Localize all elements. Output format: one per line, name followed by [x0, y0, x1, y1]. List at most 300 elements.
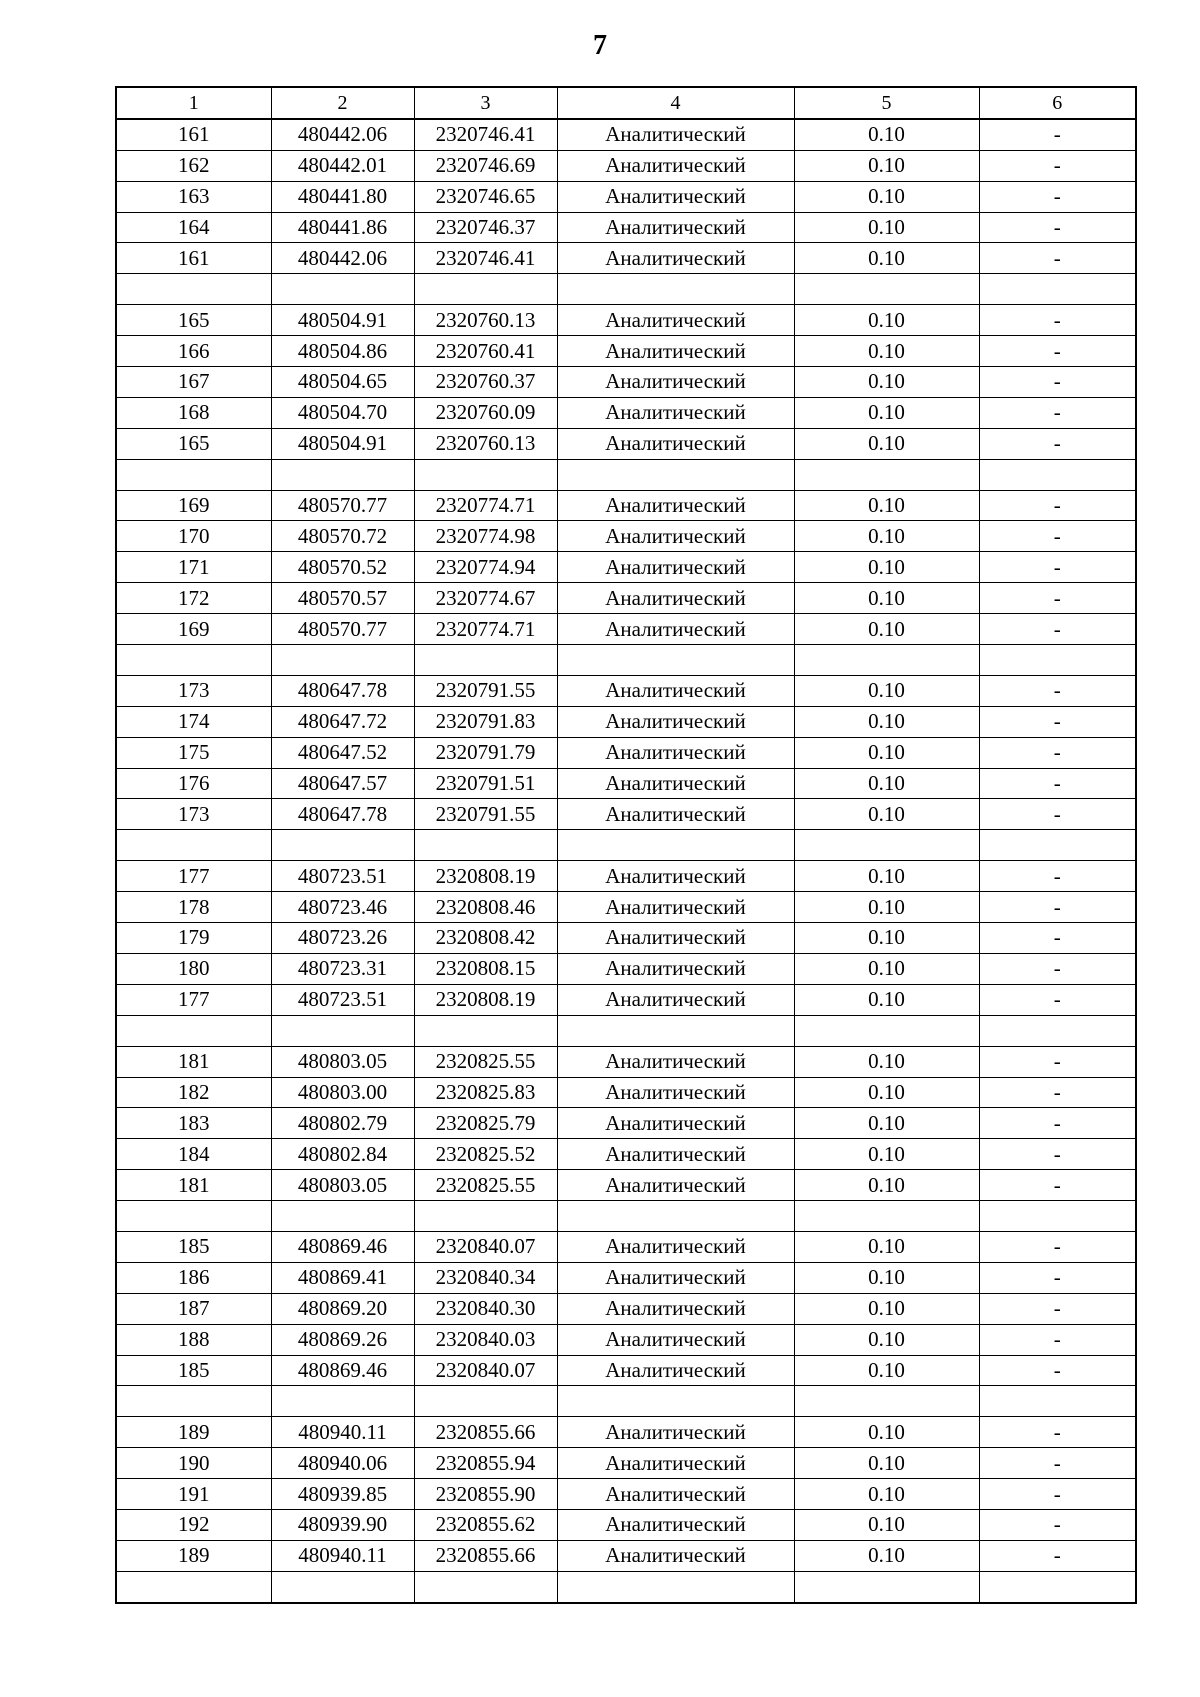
point-number-cell: 171	[116, 552, 271, 583]
x-coordinate-cell: 480723.51	[271, 861, 414, 892]
table-row	[116, 428, 1136, 459]
accuracy-cell: 0.10	[794, 1293, 979, 1324]
x-coordinate-cell: 480504.70	[271, 397, 414, 428]
accuracy-cell: 0.10	[794, 923, 979, 954]
table-row	[116, 1540, 1136, 1571]
method-cell: Аналитический	[557, 552, 794, 583]
table-row	[116, 1015, 1136, 1046]
table-row	[116, 1324, 1136, 1355]
x-coordinate-cell: 480442.06	[271, 243, 414, 274]
accuracy-cell: 0.10	[794, 1262, 979, 1293]
x-coordinate-cell: 480803.05	[271, 1046, 414, 1077]
table-header-row	[116, 87, 1136, 119]
accuracy-cell: 0.10	[794, 490, 979, 521]
method-cell	[557, 1201, 794, 1232]
y-coordinate-cell: 2320791.79	[414, 737, 557, 768]
y-coordinate-cell	[414, 1386, 557, 1417]
table-row	[116, 892, 1136, 923]
y-coordinate-cell: 2320791.55	[414, 675, 557, 706]
table-row	[116, 799, 1136, 830]
y-coordinate-cell: 2320808.19	[414, 984, 557, 1015]
x-coordinate-cell: 480940.11	[271, 1417, 414, 1448]
y-coordinate-cell	[414, 274, 557, 305]
accuracy-cell: 0.10	[794, 1509, 979, 1540]
table-row	[116, 305, 1136, 336]
point-number-cell: 178	[116, 892, 271, 923]
point-number-cell	[116, 1386, 271, 1417]
method-cell: Аналитический	[557, 892, 794, 923]
note-cell: -	[979, 614, 1136, 645]
method-cell: Аналитический	[557, 583, 794, 614]
note-cell: -	[979, 428, 1136, 459]
y-coordinate-cell: 2320808.42	[414, 923, 557, 954]
y-coordinate-cell: 2320760.09	[414, 397, 557, 428]
point-number-cell: 162	[116, 150, 271, 181]
method-cell: Аналитический	[557, 397, 794, 428]
x-coordinate-cell: 480570.77	[271, 490, 414, 521]
x-coordinate-cell	[271, 645, 414, 676]
y-coordinate-cell: 2320855.66	[414, 1417, 557, 1448]
note-cell: -	[979, 243, 1136, 274]
note-cell	[979, 1015, 1136, 1046]
y-coordinate-cell: 2320746.69	[414, 150, 557, 181]
x-coordinate-cell: 480869.46	[271, 1355, 414, 1386]
table-row	[116, 1231, 1136, 1262]
point-number-cell: 180	[116, 953, 271, 984]
point-number-cell: 175	[116, 737, 271, 768]
method-cell: Аналитический	[557, 706, 794, 737]
point-number-cell: 182	[116, 1077, 271, 1108]
method-cell: Аналитический	[557, 336, 794, 367]
accuracy-cell	[794, 1201, 979, 1232]
table-row	[116, 367, 1136, 398]
method-cell: Аналитический	[557, 1293, 794, 1324]
note-cell: -	[979, 212, 1136, 243]
point-number-cell: 164	[116, 212, 271, 243]
accuracy-cell: 0.10	[794, 119, 979, 150]
accuracy-cell: 0.10	[794, 1077, 979, 1108]
x-coordinate-cell	[271, 1386, 414, 1417]
accuracy-cell	[794, 274, 979, 305]
point-number-cell: 188	[116, 1324, 271, 1355]
accuracy-cell: 0.10	[794, 305, 979, 336]
column-header: 3	[414, 87, 557, 119]
accuracy-cell	[794, 1386, 979, 1417]
y-coordinate-cell: 2320791.55	[414, 799, 557, 830]
accuracy-cell: 0.10	[794, 768, 979, 799]
table-row	[116, 1262, 1136, 1293]
point-number-cell: 161	[116, 243, 271, 274]
y-coordinate-cell: 2320840.07	[414, 1355, 557, 1386]
x-coordinate-cell: 480504.91	[271, 428, 414, 459]
accuracy-cell: 0.10	[794, 181, 979, 212]
method-cell: Аналитический	[557, 1509, 794, 1540]
note-cell: -	[979, 1170, 1136, 1201]
x-coordinate-cell: 480504.86	[271, 336, 414, 367]
note-cell: -	[979, 490, 1136, 521]
accuracy-cell: 0.10	[794, 1139, 979, 1170]
accuracy-cell: 0.10	[794, 521, 979, 552]
note-cell: -	[979, 1355, 1136, 1386]
note-cell	[979, 459, 1136, 490]
table-row	[116, 274, 1136, 305]
x-coordinate-cell: 480570.72	[271, 521, 414, 552]
x-coordinate-cell: 480647.72	[271, 706, 414, 737]
accuracy-cell: 0.10	[794, 428, 979, 459]
note-cell: -	[979, 799, 1136, 830]
x-coordinate-cell: 480723.26	[271, 923, 414, 954]
note-cell: -	[979, 1231, 1136, 1262]
table-row	[116, 1479, 1136, 1510]
point-number-cell: 186	[116, 1262, 271, 1293]
y-coordinate-cell	[414, 1201, 557, 1232]
table-row	[116, 953, 1136, 984]
point-number-cell: 169	[116, 614, 271, 645]
table-row	[116, 1046, 1136, 1077]
point-number-cell: 177	[116, 984, 271, 1015]
table-row	[116, 490, 1136, 521]
note-cell: -	[979, 119, 1136, 150]
point-number-cell: 189	[116, 1540, 271, 1571]
method-cell: Аналитический	[557, 212, 794, 243]
y-coordinate-cell: 2320825.79	[414, 1108, 557, 1139]
point-number-cell: 167	[116, 367, 271, 398]
table-row	[116, 1571, 1136, 1602]
point-number-cell: 185	[116, 1231, 271, 1262]
method-cell: Аналитический	[557, 1262, 794, 1293]
method-cell: Аналитический	[557, 1479, 794, 1510]
x-coordinate-cell: 480570.57	[271, 583, 414, 614]
accuracy-cell: 0.10	[794, 1417, 979, 1448]
note-cell: -	[979, 181, 1136, 212]
y-coordinate-cell: 2320760.41	[414, 336, 557, 367]
x-coordinate-cell: 480940.06	[271, 1448, 414, 1479]
y-coordinate-cell: 2320855.66	[414, 1540, 557, 1571]
accuracy-cell: 0.10	[794, 583, 979, 614]
accuracy-cell	[794, 1015, 979, 1046]
table-row	[116, 336, 1136, 367]
point-number-cell: 173	[116, 799, 271, 830]
column-header: 2	[271, 87, 414, 119]
note-cell: -	[979, 892, 1136, 923]
y-coordinate-cell: 2320760.37	[414, 367, 557, 398]
point-number-cell: 189	[116, 1417, 271, 1448]
method-cell: Аналитический	[557, 861, 794, 892]
table-row	[116, 1386, 1136, 1417]
method-cell: Аналитический	[557, 1540, 794, 1571]
x-coordinate-cell	[271, 274, 414, 305]
x-coordinate-cell: 480647.78	[271, 675, 414, 706]
accuracy-cell: 0.10	[794, 243, 979, 274]
table-row	[116, 768, 1136, 799]
point-number-cell: 192	[116, 1509, 271, 1540]
y-coordinate-cell: 2320825.52	[414, 1139, 557, 1170]
accuracy-cell: 0.10	[794, 1448, 979, 1479]
point-number-cell: 169	[116, 490, 271, 521]
x-coordinate-cell: 480723.51	[271, 984, 414, 1015]
method-cell: Аналитический	[557, 768, 794, 799]
table-row	[116, 830, 1136, 861]
accuracy-cell: 0.10	[794, 1540, 979, 1571]
table-row	[116, 984, 1136, 1015]
x-coordinate-cell: 480504.65	[271, 367, 414, 398]
x-coordinate-cell: 480803.00	[271, 1077, 414, 1108]
x-coordinate-cell: 480442.06	[271, 119, 414, 150]
y-coordinate-cell: 2320746.41	[414, 119, 557, 150]
y-coordinate-cell: 2320774.94	[414, 552, 557, 583]
table-row	[116, 583, 1136, 614]
method-cell: Аналитический	[557, 1170, 794, 1201]
x-coordinate-cell	[271, 1015, 414, 1046]
accuracy-cell	[794, 645, 979, 676]
accuracy-cell: 0.10	[794, 397, 979, 428]
method-cell: Аналитический	[557, 428, 794, 459]
note-cell: -	[979, 1262, 1136, 1293]
accuracy-cell: 0.10	[794, 1170, 979, 1201]
note-cell	[979, 1201, 1136, 1232]
point-number-cell	[116, 1015, 271, 1046]
table-row	[116, 181, 1136, 212]
method-cell	[557, 830, 794, 861]
method-cell: Аналитический	[557, 675, 794, 706]
x-coordinate-cell: 480723.31	[271, 953, 414, 984]
table-row	[116, 1417, 1136, 1448]
y-coordinate-cell: 2320774.98	[414, 521, 557, 552]
accuracy-cell: 0.10	[794, 984, 979, 1015]
note-cell: -	[979, 1046, 1136, 1077]
accuracy-cell: 0.10	[794, 614, 979, 645]
note-cell: -	[979, 675, 1136, 706]
point-number-cell: 183	[116, 1108, 271, 1139]
point-number-cell: 184	[116, 1139, 271, 1170]
point-number-cell: 163	[116, 181, 271, 212]
x-coordinate-cell: 480869.41	[271, 1262, 414, 1293]
note-cell: -	[979, 861, 1136, 892]
point-number-cell: 172	[116, 583, 271, 614]
column-header: 6	[979, 87, 1136, 119]
note-cell: -	[979, 1479, 1136, 1510]
accuracy-cell	[794, 459, 979, 490]
note-cell: -	[979, 768, 1136, 799]
y-coordinate-cell: 2320808.15	[414, 953, 557, 984]
point-number-cell: 185	[116, 1355, 271, 1386]
x-coordinate-cell: 480647.57	[271, 768, 414, 799]
point-number-cell: 174	[116, 706, 271, 737]
point-number-cell	[116, 274, 271, 305]
table-row	[116, 150, 1136, 181]
accuracy-cell: 0.10	[794, 1355, 979, 1386]
table-row	[116, 675, 1136, 706]
accuracy-cell: 0.10	[794, 552, 979, 583]
table-row	[116, 397, 1136, 428]
y-coordinate-cell: 2320791.83	[414, 706, 557, 737]
point-number-cell: 165	[116, 428, 271, 459]
x-coordinate-cell: 480647.52	[271, 737, 414, 768]
y-coordinate-cell: 2320825.55	[414, 1046, 557, 1077]
accuracy-cell: 0.10	[794, 367, 979, 398]
table-body	[116, 119, 1136, 1603]
y-coordinate-cell	[414, 1015, 557, 1046]
note-cell: -	[979, 1509, 1136, 1540]
accuracy-cell: 0.10	[794, 336, 979, 367]
method-cell: Аналитический	[557, 1231, 794, 1262]
y-coordinate-cell: 2320825.83	[414, 1077, 557, 1108]
note-cell: -	[979, 1448, 1136, 1479]
note-cell	[979, 1386, 1136, 1417]
accuracy-cell: 0.10	[794, 150, 979, 181]
method-cell: Аналитический	[557, 614, 794, 645]
point-number-cell: 181	[116, 1170, 271, 1201]
method-cell: Аналитический	[557, 1108, 794, 1139]
point-number-cell: 177	[116, 861, 271, 892]
note-cell: -	[979, 305, 1136, 336]
point-number-cell: 166	[116, 336, 271, 367]
column-header: 4	[557, 87, 794, 119]
note-cell: -	[979, 336, 1136, 367]
table-row	[116, 923, 1136, 954]
y-coordinate-cell: 2320855.62	[414, 1509, 557, 1540]
y-coordinate-cell	[414, 645, 557, 676]
method-cell	[557, 645, 794, 676]
table-row	[116, 614, 1136, 645]
method-cell: Аналитический	[557, 243, 794, 274]
table-row	[116, 1293, 1136, 1324]
method-cell: Аналитический	[557, 737, 794, 768]
note-cell: -	[979, 953, 1136, 984]
y-coordinate-cell: 2320840.03	[414, 1324, 557, 1355]
accuracy-cell: 0.10	[794, 1108, 979, 1139]
point-number-cell: 181	[116, 1046, 271, 1077]
method-cell	[557, 1386, 794, 1417]
method-cell: Аналитический	[557, 1448, 794, 1479]
method-cell: Аналитический	[557, 150, 794, 181]
note-cell: -	[979, 1324, 1136, 1355]
x-coordinate-cell	[271, 1201, 414, 1232]
table-row	[116, 1448, 1136, 1479]
x-coordinate-cell: 480441.86	[271, 212, 414, 243]
y-coordinate-cell: 2320808.19	[414, 861, 557, 892]
table-row	[116, 212, 1136, 243]
y-coordinate-cell: 2320746.37	[414, 212, 557, 243]
table-row	[116, 1355, 1136, 1386]
note-cell: -	[979, 984, 1136, 1015]
method-cell: Аналитический	[557, 984, 794, 1015]
note-cell: -	[979, 552, 1136, 583]
x-coordinate-cell: 480647.78	[271, 799, 414, 830]
accuracy-cell: 0.10	[794, 1046, 979, 1077]
x-coordinate-cell: 480504.91	[271, 305, 414, 336]
table-row	[116, 243, 1136, 274]
accuracy-cell: 0.10	[794, 892, 979, 923]
x-coordinate-cell: 480441.80	[271, 181, 414, 212]
table-row	[116, 1108, 1136, 1139]
point-number-cell: 170	[116, 521, 271, 552]
point-number-cell: 187	[116, 1293, 271, 1324]
x-coordinate-cell	[271, 1571, 414, 1602]
note-cell: -	[979, 1139, 1136, 1170]
point-number-cell: 161	[116, 119, 271, 150]
x-coordinate-cell: 480940.11	[271, 1540, 414, 1571]
accuracy-cell	[794, 1571, 979, 1602]
x-coordinate-cell: 480939.90	[271, 1509, 414, 1540]
method-cell: Аналитический	[557, 923, 794, 954]
table-row	[116, 552, 1136, 583]
note-cell: -	[979, 1293, 1136, 1324]
y-coordinate-cell: 2320825.55	[414, 1170, 557, 1201]
note-cell: -	[979, 1108, 1136, 1139]
y-coordinate-cell: 2320760.13	[414, 305, 557, 336]
point-number-cell: 190	[116, 1448, 271, 1479]
y-coordinate-cell: 2320746.41	[414, 243, 557, 274]
table-row	[116, 1139, 1136, 1170]
table-row	[116, 1077, 1136, 1108]
method-cell	[557, 1571, 794, 1602]
table-row	[116, 1170, 1136, 1201]
x-coordinate-cell	[271, 459, 414, 490]
note-cell	[979, 274, 1136, 305]
method-cell: Аналитический	[557, 1139, 794, 1170]
note-cell	[979, 830, 1136, 861]
method-cell	[557, 459, 794, 490]
method-cell: Аналитический	[557, 1417, 794, 1448]
x-coordinate-cell: 480570.77	[271, 614, 414, 645]
x-coordinate-cell: 480570.52	[271, 552, 414, 583]
note-cell: -	[979, 1077, 1136, 1108]
point-number-cell: 165	[116, 305, 271, 336]
y-coordinate-cell	[414, 459, 557, 490]
note-cell: -	[979, 923, 1136, 954]
y-coordinate-cell: 2320774.71	[414, 490, 557, 521]
point-number-cell: 179	[116, 923, 271, 954]
y-coordinate-cell: 2320746.65	[414, 181, 557, 212]
method-cell: Аналитический	[557, 1324, 794, 1355]
accuracy-cell: 0.10	[794, 706, 979, 737]
x-coordinate-cell: 480723.46	[271, 892, 414, 923]
x-coordinate-cell: 480869.26	[271, 1324, 414, 1355]
method-cell: Аналитический	[557, 181, 794, 212]
note-cell: -	[979, 521, 1136, 552]
y-coordinate-cell: 2320840.30	[414, 1293, 557, 1324]
method-cell: Аналитический	[557, 119, 794, 150]
method-cell: Аналитический	[557, 799, 794, 830]
accuracy-cell: 0.10	[794, 737, 979, 768]
x-coordinate-cell	[271, 830, 414, 861]
column-header: 1	[116, 87, 271, 119]
note-cell: -	[979, 367, 1136, 398]
y-coordinate-cell: 2320840.07	[414, 1231, 557, 1262]
method-cell: Аналитический	[557, 521, 794, 552]
method-cell	[557, 274, 794, 305]
method-cell: Аналитический	[557, 305, 794, 336]
point-number-cell	[116, 1571, 271, 1602]
x-coordinate-cell: 480802.79	[271, 1108, 414, 1139]
x-coordinate-cell: 480939.85	[271, 1479, 414, 1510]
method-cell: Аналитический	[557, 367, 794, 398]
x-coordinate-cell: 480869.20	[271, 1293, 414, 1324]
note-cell: -	[979, 706, 1136, 737]
table-row	[116, 737, 1136, 768]
point-number-cell	[116, 830, 271, 861]
accuracy-cell: 0.10	[794, 799, 979, 830]
point-number-cell	[116, 459, 271, 490]
note-cell: -	[979, 150, 1136, 181]
point-number-cell: 168	[116, 397, 271, 428]
table-row	[116, 1201, 1136, 1232]
x-coordinate-cell: 480442.01	[271, 150, 414, 181]
method-cell: Аналитический	[557, 953, 794, 984]
method-cell: Аналитический	[557, 1046, 794, 1077]
accuracy-cell: 0.10	[794, 1324, 979, 1355]
